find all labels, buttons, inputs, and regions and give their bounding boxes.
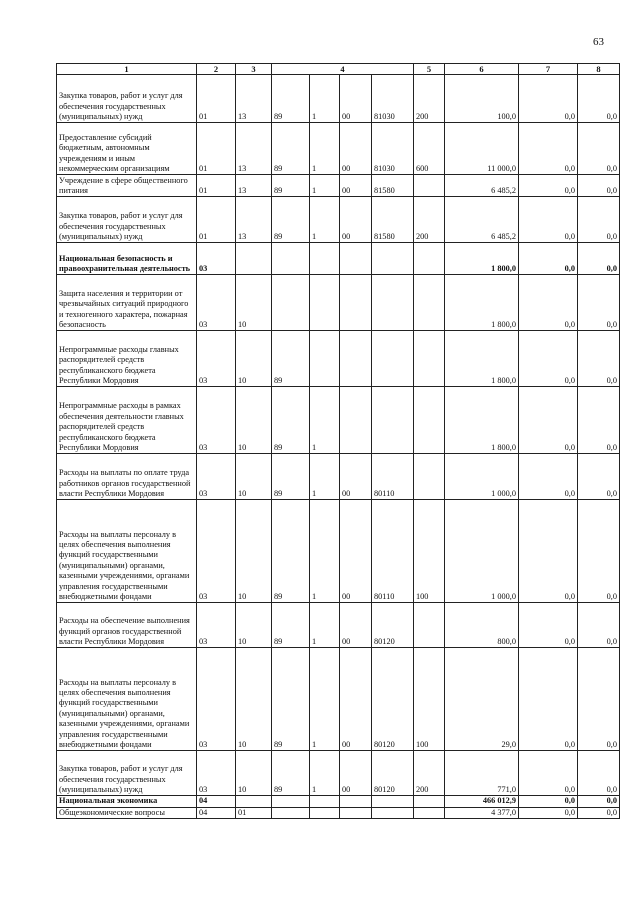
table-row — [57, 331, 620, 387]
table-header-row — [57, 64, 620, 75]
table-row — [57, 197, 620, 243]
event-code: 00 — [340, 751, 372, 796]
amount-col7: 0,0 — [519, 796, 578, 807]
amount: 1 000,0 — [445, 500, 519, 603]
amount-col7: 0,0 — [519, 123, 578, 175]
row-name: Закупка товаров, работ и услуг для обеспечения государственных (муниципальных) нужд — [57, 75, 197, 123]
section-code: 03 — [197, 387, 236, 454]
program-code: 89 — [272, 197, 310, 243]
direction-code — [372, 387, 414, 454]
expense-type-code — [414, 387, 445, 454]
direction-code — [372, 807, 414, 818]
event-code: 00 — [340, 123, 372, 175]
page-number: 63 — [593, 36, 604, 48]
expense-type-code — [414, 243, 445, 275]
amount-col8: 0,0 — [578, 331, 620, 387]
amount: 11 000,0 — [445, 123, 519, 175]
program-code: 89 — [272, 387, 310, 454]
section-code: 03 — [197, 275, 236, 331]
event-code: 00 — [340, 197, 372, 243]
subsection-code: 10 — [236, 500, 272, 603]
subsection-code — [236, 796, 272, 807]
amount-col7: 0,0 — [519, 331, 578, 387]
amount-col8: 0,0 — [578, 796, 620, 807]
event-code — [340, 796, 372, 807]
amount: 1 800,0 — [445, 243, 519, 275]
expense-type-code — [414, 603, 445, 648]
amount-col8: 0,0 — [578, 75, 620, 123]
subsection-code: 13 — [236, 75, 272, 123]
table-row — [57, 648, 620, 751]
row-name: Непрограммные расходы главных распорядителей средств республиканского бюджета Республики Мордовия — [57, 331, 197, 387]
subsection-code: 13 — [236, 123, 272, 175]
expense-type-code: 200 — [414, 75, 445, 123]
row-name: Национальная безопасность и правоохранительная деятельность — [57, 243, 197, 275]
program-code: 89 — [272, 500, 310, 603]
amount-col7: 0,0 — [519, 175, 578, 197]
amount-col8: 0,0 — [578, 387, 620, 454]
program-code: 89 — [272, 603, 310, 648]
amount: 1 800,0 — [445, 331, 519, 387]
subsection-code: 13 — [236, 197, 272, 243]
expense-type-code: 200 — [414, 197, 445, 243]
table-row — [57, 275, 620, 331]
amount-col7: 0,0 — [519, 807, 578, 818]
row-name: Расходы на выплаты персоналу в целях обеспечения выполнения функций государственными (муниципальными) органами, казенными учреждениями, органами управления государственными внебюджетными фондами — [57, 648, 197, 751]
amount: 1 800,0 — [445, 275, 519, 331]
amount-col7: 0,0 — [519, 387, 578, 454]
section-code: 03 — [197, 500, 236, 603]
program-code — [272, 275, 310, 331]
amount: 800,0 — [445, 603, 519, 648]
event-code: 00 — [340, 454, 372, 500]
subprogram-code: 1 — [310, 387, 340, 454]
subprogram-code: 1 — [310, 75, 340, 123]
event-code: 00 — [340, 175, 372, 197]
section-code: 03 — [197, 243, 236, 275]
amount-col8: 0,0 — [578, 197, 620, 243]
table-row — [57, 751, 620, 796]
subsection-code: 13 — [236, 175, 272, 197]
direction-code: 80110 — [372, 454, 414, 500]
column-header-7: 7 — [519, 64, 578, 75]
program-code — [272, 796, 310, 807]
subprogram-code: 1 — [310, 751, 340, 796]
subprogram-code: 1 — [310, 648, 340, 751]
subsection-code: 10 — [236, 331, 272, 387]
direction-code — [372, 796, 414, 807]
amount: 100,0 — [445, 75, 519, 123]
expense-type-code — [414, 175, 445, 197]
amount: 6 485,2 — [445, 197, 519, 243]
amount-col7: 0,0 — [519, 648, 578, 751]
table-row — [57, 387, 620, 454]
expense-type-code — [414, 331, 445, 387]
amount: 6 485,2 — [445, 175, 519, 197]
event-code — [340, 387, 372, 454]
amount-col8: 0,0 — [578, 275, 620, 331]
table-row — [57, 175, 620, 197]
amount-col7: 0,0 — [519, 75, 578, 123]
table-row — [57, 243, 620, 275]
expense-type-code — [414, 454, 445, 500]
direction-code: 80120 — [372, 648, 414, 751]
program-code: 89 — [272, 751, 310, 796]
amount-col7: 0,0 — [519, 454, 578, 500]
table-row — [57, 796, 620, 807]
expense-type-code: 100 — [414, 500, 445, 603]
amount-col8: 0,0 — [578, 603, 620, 648]
subprogram-code: 1 — [310, 454, 340, 500]
subprogram-code: 1 — [310, 197, 340, 243]
direction-code — [372, 243, 414, 275]
expense-type-code: 200 — [414, 751, 445, 796]
amount: 4 377,0 — [445, 807, 519, 818]
column-header-1: 1 — [57, 64, 197, 75]
amount-col8: 0,0 — [578, 500, 620, 603]
program-code: 89 — [272, 454, 310, 500]
event-code: 00 — [340, 603, 372, 648]
subprogram-code: 1 — [310, 123, 340, 175]
direction-code: 80120 — [372, 751, 414, 796]
table-row — [57, 123, 620, 175]
column-header-8: 8 — [578, 64, 620, 75]
program-code: 89 — [272, 175, 310, 197]
row-name: Расходы на выплаты по оплате труда работников органов государственной власти Республики Мордовия — [57, 454, 197, 500]
row-name: Общеэкономические вопросы — [57, 807, 197, 818]
direction-code: 81030 — [372, 123, 414, 175]
amount-col7: 0,0 — [519, 500, 578, 603]
section-code: 01 — [197, 123, 236, 175]
subprogram-code: 1 — [310, 500, 340, 603]
column-header-4: 4 — [272, 64, 414, 75]
amount-col7: 0,0 — [519, 603, 578, 648]
section-code: 03 — [197, 648, 236, 751]
amount-col8: 0,0 — [578, 751, 620, 796]
section-code: 01 — [197, 197, 236, 243]
subsection-code: 01 — [236, 807, 272, 818]
row-name: Непрограммные расходы в рамках обеспечения деятельности главных распорядителей средств республиканского бюджета Республики Мордовия — [57, 387, 197, 454]
row-name: Расходы на выплаты персоналу в целях обеспечения выполнения функций государственными (муниципальными) органами, казенными учреждениями, органами управления государственными внебюджетными фондами — [57, 500, 197, 603]
direction-code: 81030 — [372, 75, 414, 123]
section-code: 04 — [197, 796, 236, 807]
column-header-2: 2 — [197, 64, 236, 75]
amount: 29,0 — [445, 648, 519, 751]
table-row — [57, 807, 620, 818]
event-code: 00 — [340, 500, 372, 603]
table-row — [57, 500, 620, 603]
expense-type-code — [414, 807, 445, 818]
direction-code: 81580 — [372, 197, 414, 243]
amount: 1 800,0 — [445, 387, 519, 454]
row-name: Национальная экономика — [57, 796, 197, 807]
event-code: 00 — [340, 75, 372, 123]
subprogram-code: 1 — [310, 175, 340, 197]
section-code: 03 — [197, 454, 236, 500]
amount-col7: 0,0 — [519, 275, 578, 331]
section-code: 04 — [197, 807, 236, 818]
expense-type-code: 600 — [414, 123, 445, 175]
direction-code: 80120 — [372, 603, 414, 648]
program-code: 89 — [272, 648, 310, 751]
subprogram-code — [310, 331, 340, 387]
row-name: Защита населения и территории от чрезвычайных ситуаций природного и техногенного характера, пожарная безопасность — [57, 275, 197, 331]
subsection-code: 10 — [236, 751, 272, 796]
event-code — [340, 275, 372, 331]
table-row — [57, 454, 620, 500]
section-code: 03 — [197, 603, 236, 648]
amount-col8: 0,0 — [578, 648, 620, 751]
subsection-code: 10 — [236, 454, 272, 500]
budget-table — [56, 63, 620, 819]
amount: 771,0 — [445, 751, 519, 796]
direction-code — [372, 331, 414, 387]
row-name: Закупка товаров, работ и услуг для обеспечения государственных (муниципальных) нужд — [57, 197, 197, 243]
program-code: 89 — [272, 331, 310, 387]
event-code — [340, 807, 372, 818]
expense-type-code: 100 — [414, 648, 445, 751]
table-row — [57, 75, 620, 123]
column-header-5: 5 — [414, 64, 445, 75]
row-name: Предоставление субсидий бюджетным, автономным учреждениям и иным некоммерческим организациям — [57, 123, 197, 175]
amount-col7: 0,0 — [519, 197, 578, 243]
amount: 466 012,9 — [445, 796, 519, 807]
amount-col8: 0,0 — [578, 243, 620, 275]
section-code: 03 — [197, 751, 236, 796]
subsection-code: 10 — [236, 603, 272, 648]
row-name: Учреждение в сфере общественного питания — [57, 175, 197, 197]
expense-type-code — [414, 275, 445, 331]
amount-col8: 0,0 — [578, 175, 620, 197]
section-code: 01 — [197, 175, 236, 197]
amount: 1 000,0 — [445, 454, 519, 500]
event-code — [340, 243, 372, 275]
subprogram-code: 1 — [310, 603, 340, 648]
amount-col8: 0,0 — [578, 454, 620, 500]
event-code — [340, 331, 372, 387]
direction-code: 80110 — [372, 500, 414, 603]
section-code: 01 — [197, 75, 236, 123]
event-code: 00 — [340, 648, 372, 751]
column-header-3: 3 — [236, 64, 272, 75]
subprogram-code — [310, 243, 340, 275]
program-code: 89 — [272, 75, 310, 123]
table-body — [57, 75, 620, 819]
subprogram-code — [310, 796, 340, 807]
amount-col7: 0,0 — [519, 243, 578, 275]
amount-col7: 0,0 — [519, 751, 578, 796]
row-name: Расходы на обеспечение выполнения функций органов государственной власти Республики Мордовия — [57, 603, 197, 648]
subsection-code: 10 — [236, 275, 272, 331]
direction-code — [372, 275, 414, 331]
column-header-6: 6 — [445, 64, 519, 75]
subsection-code: 10 — [236, 387, 272, 454]
amount-col8: 0,0 — [578, 807, 620, 818]
subprogram-code — [310, 275, 340, 331]
direction-code: 81580 — [372, 175, 414, 197]
row-name: Закупка товаров, работ и услуг для обеспечения государственных (муниципальных) нужд — [57, 751, 197, 796]
table-row — [57, 603, 620, 648]
section-code: 03 — [197, 331, 236, 387]
program-code: 89 — [272, 123, 310, 175]
amount-col8: 0,0 — [578, 123, 620, 175]
subprogram-code — [310, 807, 340, 818]
expense-type-code — [414, 796, 445, 807]
subsection-code — [236, 243, 272, 275]
program-code — [272, 243, 310, 275]
program-code — [272, 807, 310, 818]
subsection-code: 10 — [236, 648, 272, 751]
